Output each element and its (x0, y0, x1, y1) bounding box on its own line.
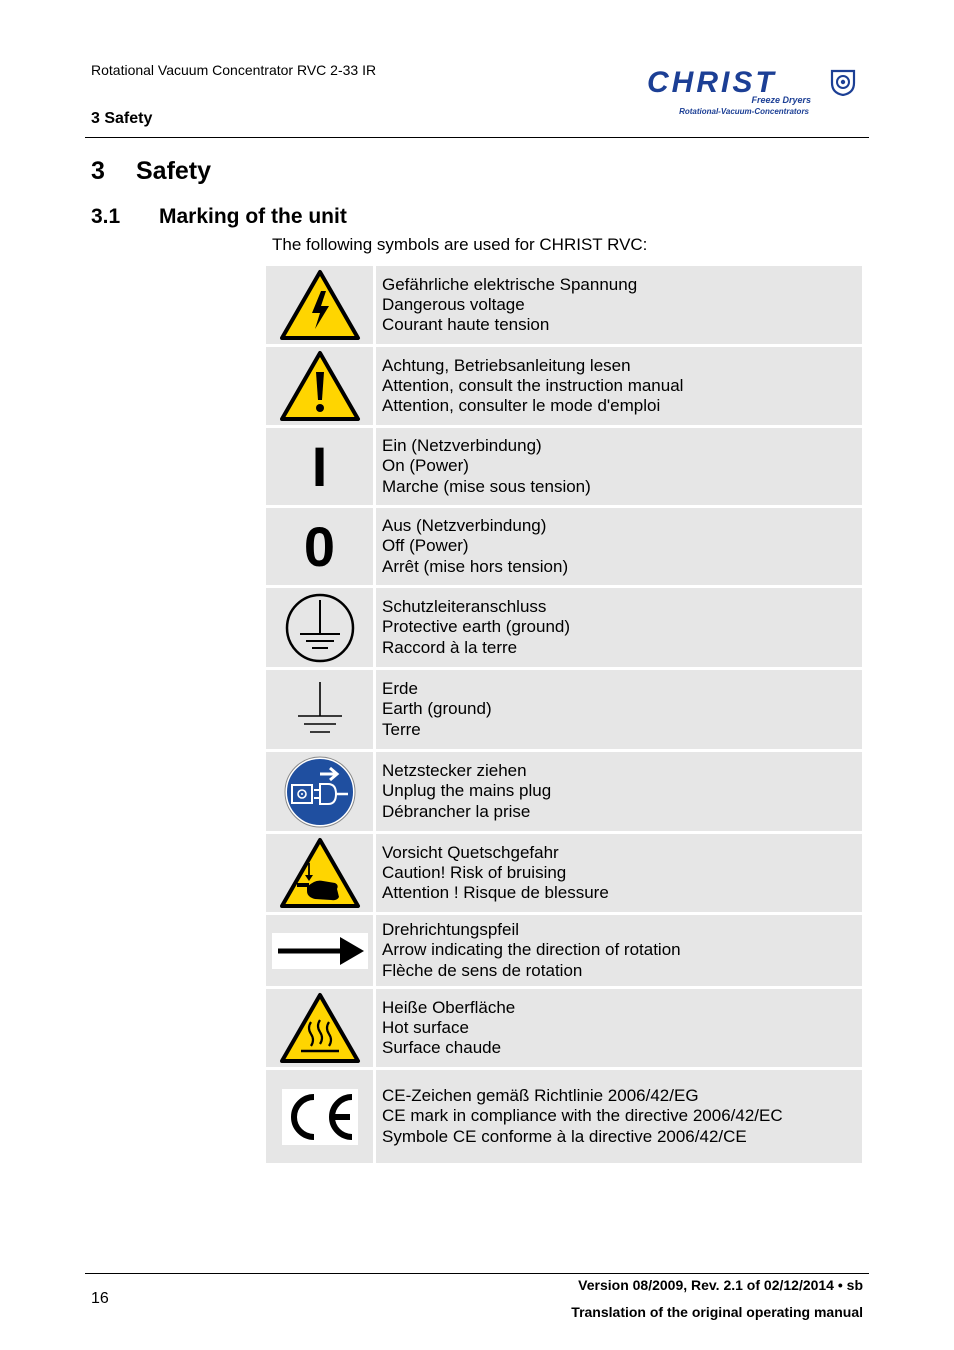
high-voltage-warning-icon (266, 266, 373, 344)
symbol-description (376, 989, 862, 1067)
earth-ground-icon (266, 670, 373, 749)
desc-de: Erde (382, 679, 418, 699)
symbol-description (376, 347, 862, 425)
rotation-arrow-icon (266, 915, 373, 986)
desc-fr: Attention ! Risque de blessure (382, 883, 609, 903)
symbol-row (266, 670, 862, 749)
chapter-heading (91, 157, 211, 186)
desc-fr: Débrancher la prise (382, 801, 531, 821)
desc-en: Unplug the mains plug (382, 781, 552, 801)
desc-fr: Attention, consulter le mode d'emploi (382, 396, 661, 416)
symbol-description (376, 266, 862, 344)
symbol-description (376, 752, 862, 831)
crush-hazard-icon (266, 834, 373, 912)
symbol-description (376, 588, 862, 667)
footer-divider (85, 1273, 869, 1274)
symbol-row (266, 752, 862, 831)
power-off-glyph: 0 (303, 514, 336, 578)
desc-fr: Flèche de sens de rotation (382, 960, 583, 980)
desc-en: Attention, consult the instruction manual (382, 375, 684, 395)
desc-de: Vorsicht Quetschgefahr (382, 842, 559, 862)
desc-fr: Surface chaude (382, 1038, 502, 1058)
power-on-icon (266, 428, 373, 505)
section-heading (91, 205, 347, 229)
desc-en: Arrow indicating the direction of rotation (382, 940, 681, 960)
desc-de: Heiße Oberfläche (382, 997, 516, 1017)
desc-fr: Courant haute tension (382, 315, 550, 335)
desc-en: Caution! Risk of bruising (382, 862, 567, 882)
logo-tagline-2: Rotational-Vacuum-Concentrators (679, 107, 809, 116)
unplug-mains-icon (266, 752, 373, 831)
desc-en: Hot surface (382, 1017, 469, 1037)
desc-en: Protective earth (ground) (382, 617, 571, 637)
symbol-table (266, 266, 862, 1166)
symbol-row (266, 428, 862, 505)
section-number: 3.1 (91, 205, 121, 228)
symbol-description (376, 1070, 862, 1163)
desc-de: Achtung, Betriebsanleitung lesen (382, 355, 631, 375)
symbol-row (266, 508, 862, 585)
running-section-title: 3 Safety (91, 110, 153, 127)
translation-note: Translation of the original operating manual (571, 1304, 863, 1320)
intro-text: The following symbols are used for CHRIST RVC: (272, 235, 648, 254)
desc-de: Drehrichtungspfeil (382, 920, 520, 940)
chapter-title: Safety (136, 157, 212, 185)
symbol-description (376, 834, 862, 912)
desc-de: Ein (Netzverbindung) (382, 436, 542, 456)
desc-fr: Symbole CE conforme à la directive 2006/42/CE (382, 1126, 747, 1146)
symbol-row (266, 915, 862, 986)
desc-fr: Marche (mise sous tension) (382, 476, 591, 496)
document-title: Rotational Vacuum Concentrator RVC 2-33 IR (91, 62, 377, 78)
chapter-number: 3 (91, 157, 105, 185)
header-divider (85, 137, 869, 138)
christ-logo (643, 64, 865, 120)
logo-emblem-icon (829, 68, 857, 96)
logo-tagline-1: Freeze Dryers (751, 95, 811, 105)
desc-de: Aus (Netzverbindung) (382, 516, 547, 536)
version-info: Version 08/2009, Rev. 2.1 of 02/12/2014 • sb (578, 1277, 863, 1293)
power-on-glyph: I (311, 434, 328, 498)
desc-en: Off (Power) (382, 536, 469, 556)
symbol-row (266, 266, 862, 344)
section-title: Marking of the unit (159, 205, 347, 228)
desc-de: Gefährliche elektrische Spannung (382, 274, 638, 294)
symbol-description (376, 915, 862, 986)
symbol-row (266, 1070, 862, 1163)
desc-en: Dangerous voltage (382, 294, 525, 314)
desc-en: CE mark in compliance with the directive 2006/42/EC (382, 1106, 783, 1126)
symbol-description (376, 670, 862, 749)
symbol-row (266, 588, 862, 667)
symbol-row (266, 347, 862, 425)
desc-en: Earth (ground) (382, 699, 492, 719)
ce-mark-icon (266, 1070, 373, 1163)
desc-fr: Arrêt (mise hors tension) (382, 556, 569, 576)
desc-de: Netzstecker ziehen (382, 761, 527, 781)
desc-en: On (Power) (382, 456, 469, 476)
page-number: 16 (91, 1290, 109, 1307)
hot-surface-icon (266, 989, 373, 1067)
symbol-row (266, 834, 862, 912)
logo-wordmark: CHRIST (647, 66, 777, 99)
symbol-description (376, 508, 862, 585)
desc-de: CE-Zeichen gemäß Richtlinie 2006/42/EG (382, 1086, 699, 1106)
symbol-row (266, 989, 862, 1067)
protective-earth-icon (266, 588, 373, 667)
desc-de: Schutzleiteranschluss (382, 597, 547, 617)
power-off-icon (266, 508, 373, 585)
desc-fr: Raccord à la terre (382, 637, 518, 657)
symbol-description (376, 428, 862, 505)
general-warning-icon (266, 347, 373, 425)
desc-fr: Terre (382, 719, 421, 739)
